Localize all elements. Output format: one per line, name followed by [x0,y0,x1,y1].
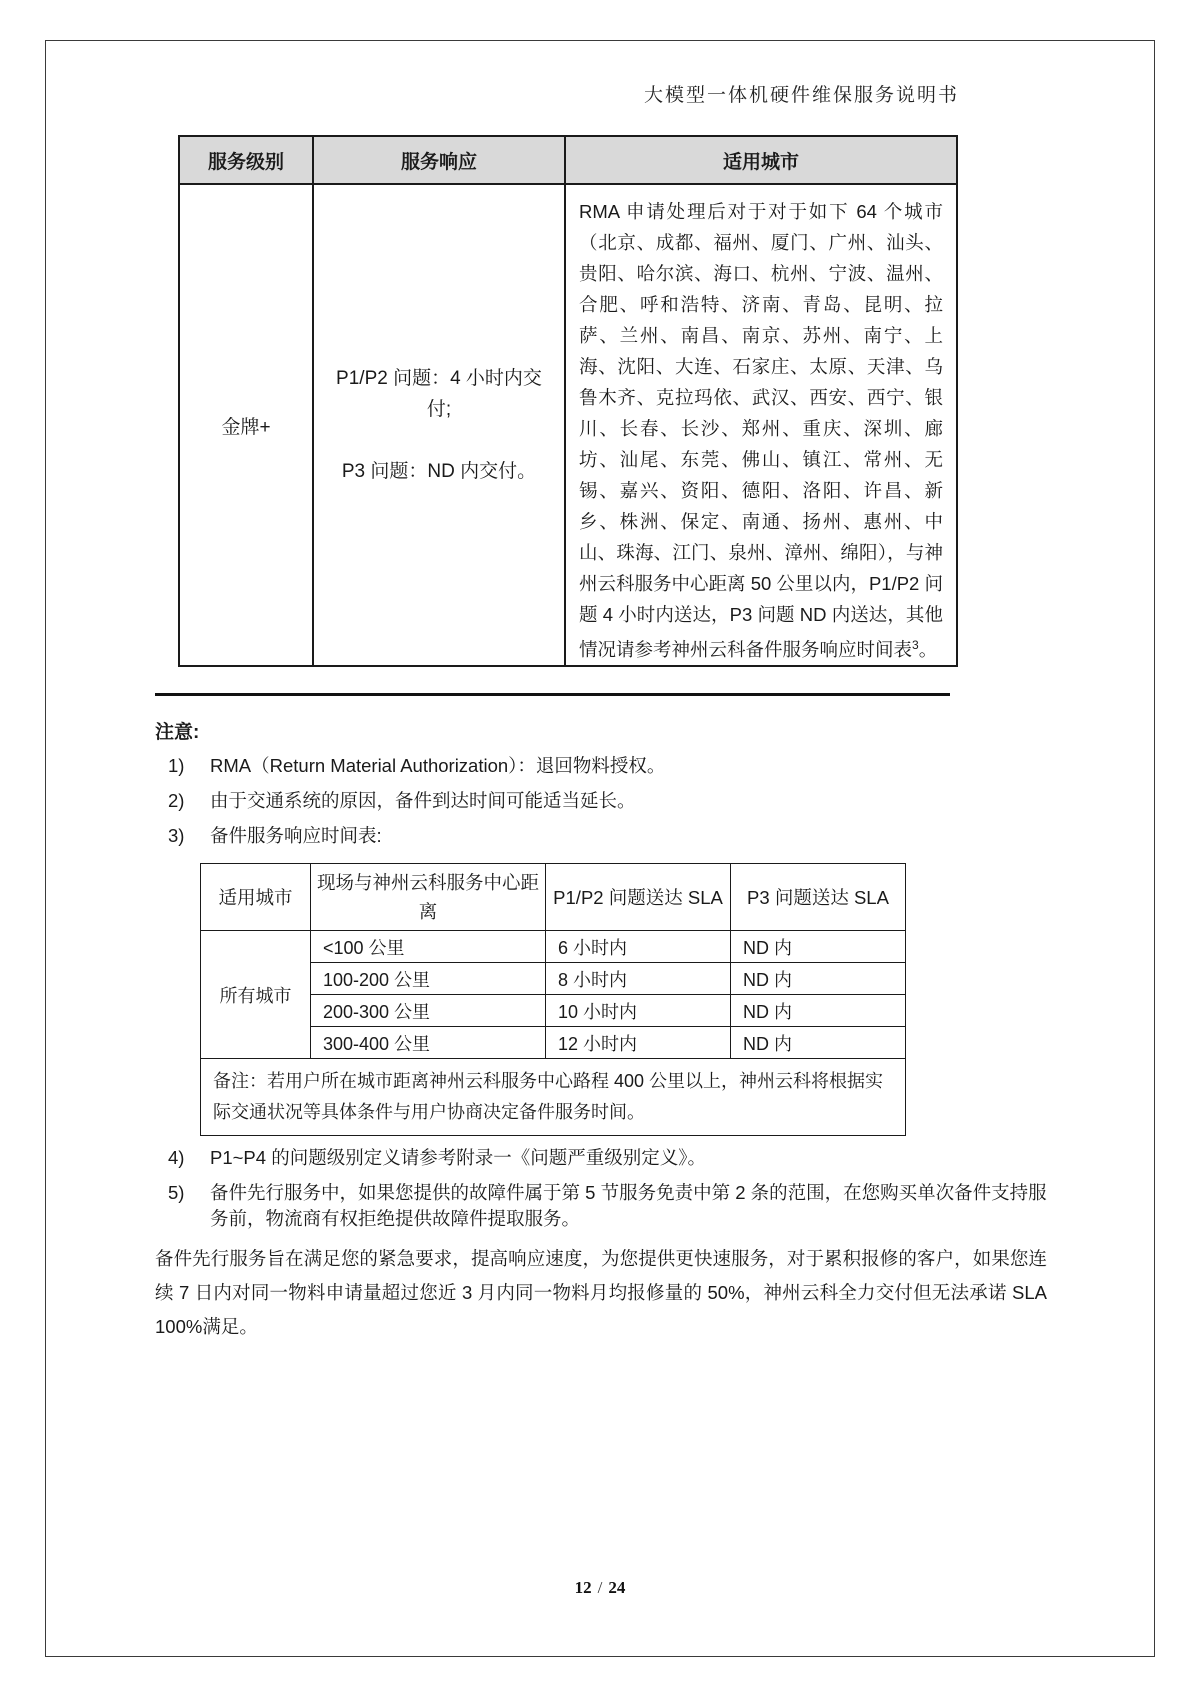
response-line-p1p2: P1/P2 问题：4 小时内交付; [336,368,542,421]
note-number: 2) [168,790,185,812]
sla-city-group: 所有城市 [201,931,311,1059]
page-body [45,40,1155,1657]
note-text: 备件服务响应时间表: [210,825,382,847]
page-number-current: 12 [574,1578,592,1597]
page-number-separator: / [597,1578,603,1597]
note-item-3 [155,823,1047,849]
note-item-5 [155,1180,1047,1232]
closing-paragraph: 备件先行服务旨在满足您的紧急要求，提高响应速度，为您提供更快速服务，对于累积报修的客户，如果您连续 7 日内对同一物料申请量超过您近 3 月内同一物料月均报修量的 50%，神州云科全力交付但无法承诺 SLA 100%满足。 [155,1248,1047,1338]
page-number-total: 24 [608,1578,626,1597]
note-item-1 [155,753,1047,779]
sla-distance: 300-400 公里 [311,1027,546,1059]
sla-p1p2: 10 小时内 [546,995,731,1027]
service-table-row [179,184,957,666]
sla-distance: 100-200 公里 [311,963,546,995]
sla-p3: ND 内 [731,963,906,995]
sla-header-p1p2: P1/P2 问题送达 SLA [546,864,731,931]
note-number: 4) [168,1147,185,1169]
sla-header-city: 适用城市 [201,864,311,931]
doc-header-title: 大模型一体机硬件维保服务说明书 [643,85,959,106]
sla-p1p2: 12 小时内 [546,1027,731,1059]
cities-text-end: 。 [918,639,938,661]
sla-header-distance: 现场与神州云科服务中心距离 [311,864,546,931]
note-number: 1) [168,755,185,777]
response-line-p3: P3 问题：ND 内交付。 [341,461,537,483]
note-text: 由于交通系统的原因，备件到达时间可能适当延长。 [210,790,636,812]
sla-p1p2: 6 小时内 [546,931,731,963]
note-number: 3) [168,825,185,847]
footnote-ref: 3 [912,638,919,652]
note-text: 备件先行服务中，如果您提供的故障件属于第 5 节服务免责中第 2 条的范围，在您购买单次备件支持服务前，物流商有权拒绝提供故障件提取服务。 [210,1182,1047,1230]
sla-remark-row [201,1059,906,1136]
sla-p3: ND 内 [731,995,906,1027]
page-footer [0,1578,1200,1598]
service-table-header-row [179,136,957,184]
service-level-cell: 金牌+ [179,184,313,666]
service-table-header-cities: 适用城市 [565,136,957,184]
note-number: 5) [168,1182,185,1204]
applicable-cities-cell [565,184,957,666]
sla-p3: ND 内 [731,931,906,963]
notes-title: 注意: [155,722,200,744]
sla-p3: ND 内 [731,1027,906,1059]
note-text: RMA（Return Material Authorization）：退回物料授权。 [210,755,666,777]
section-divider [155,693,950,696]
sla-remark: 备注：若用户所在城市距离神州云科服务中心路程 400 公里以上，神州云科将根据实际交通状况等具体条件与用户协商决定备件服务时间。 [201,1059,906,1136]
sla-distance: <100 公里 [311,931,546,963]
service-table-header-level: 服务级别 [179,136,313,184]
cities-text: RMA 申请处理后对于对于如下 64 个城市（北京、成都、福州、厦门、广州、汕头、贵阳、哈尔滨、海口、杭州、宁波、温州、合肥、呼和浩特、济南、青岛、昆明、拉萨、兰州、南昌、南京、苏州、南宁、上海、沈阳、大连、石家庄、太原、天津、乌鲁木齐、克拉玛依、武汉、西安、西宁、银川、长春、长沙、郑州、重庆、深圳、廊坊、汕尾、东莞、佛山、镇江、常州、无锡、嘉兴、资阳、德阳、洛阳、许昌、新乡、株洲、保定、南通、扬州、惠州、中山、珠海、江门、泉州、漳州、绵阳），与神州云科服务中心距离 50 公里以内，P1/P2 问题 4 小时内送达，P3 问题 ND 内送达，其他情况请参考神州云科备件服务响应时间表 [579,201,943,661]
service-table-header-response: 服务响应 [313,136,565,184]
note-item-4 [155,1145,1047,1171]
sla-distance: 200-300 公里 [311,995,546,1027]
service-level-table [178,135,958,667]
sla-row-1 [201,931,906,963]
note-text: P1~P4 的问题级别定义请参考附录一《问题严重级别定义》。 [210,1147,706,1169]
sla-table-header-row [201,864,906,931]
note-item-2 [155,788,1047,814]
spare-parts-sla-table [200,863,906,1136]
sla-p1p2: 8 小时内 [546,963,731,995]
sla-header-p3: P3 问题送达 SLA [731,864,906,931]
service-response-cell [313,184,565,666]
